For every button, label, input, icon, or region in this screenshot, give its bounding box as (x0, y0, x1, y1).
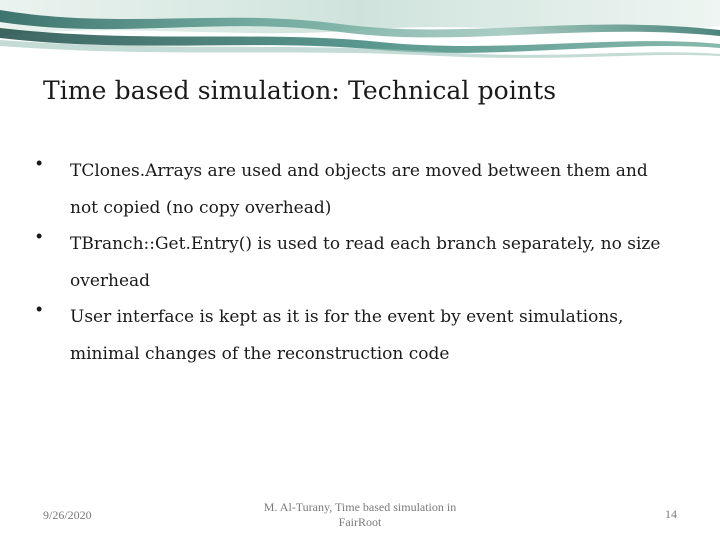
bullet-text-line: minimal changes of the reconstruction code (70, 343, 450, 364)
bullet-text-line: TClones.Arrays are used and objects are moved between them and (70, 161, 648, 181)
bullet-text-line: overhead (70, 270, 151, 291)
slide-title: Time based simulation: Technical points (43, 76, 557, 105)
bullet-item (36, 226, 696, 299)
bullet-text-line: not copied (no copy overhead) (70, 197, 332, 218)
bullet-icon: • (36, 226, 43, 246)
bullet-text-line: User interface is kept as it is for the event by event simulations, (70, 307, 624, 327)
bullet-item (36, 153, 696, 226)
header-wave-banner (0, 0, 720, 62)
footer-date: 9/26/2020 (43, 508, 92, 522)
bullet-item (36, 299, 696, 372)
footer-caption (255, 500, 465, 530)
footer-caption-line: FairRoot (338, 515, 382, 529)
slide-number: 14 (665, 507, 677, 521)
bullet-text-line: TBranch::Get.Entry() is used to read each branch separately, no size (70, 234, 661, 254)
bullet-icon: • (36, 299, 43, 319)
bullet-list (36, 153, 696, 372)
bullet-icon: • (36, 153, 43, 173)
footer-caption-line: M. Al-Turany, Time based simulation in (263, 500, 457, 514)
